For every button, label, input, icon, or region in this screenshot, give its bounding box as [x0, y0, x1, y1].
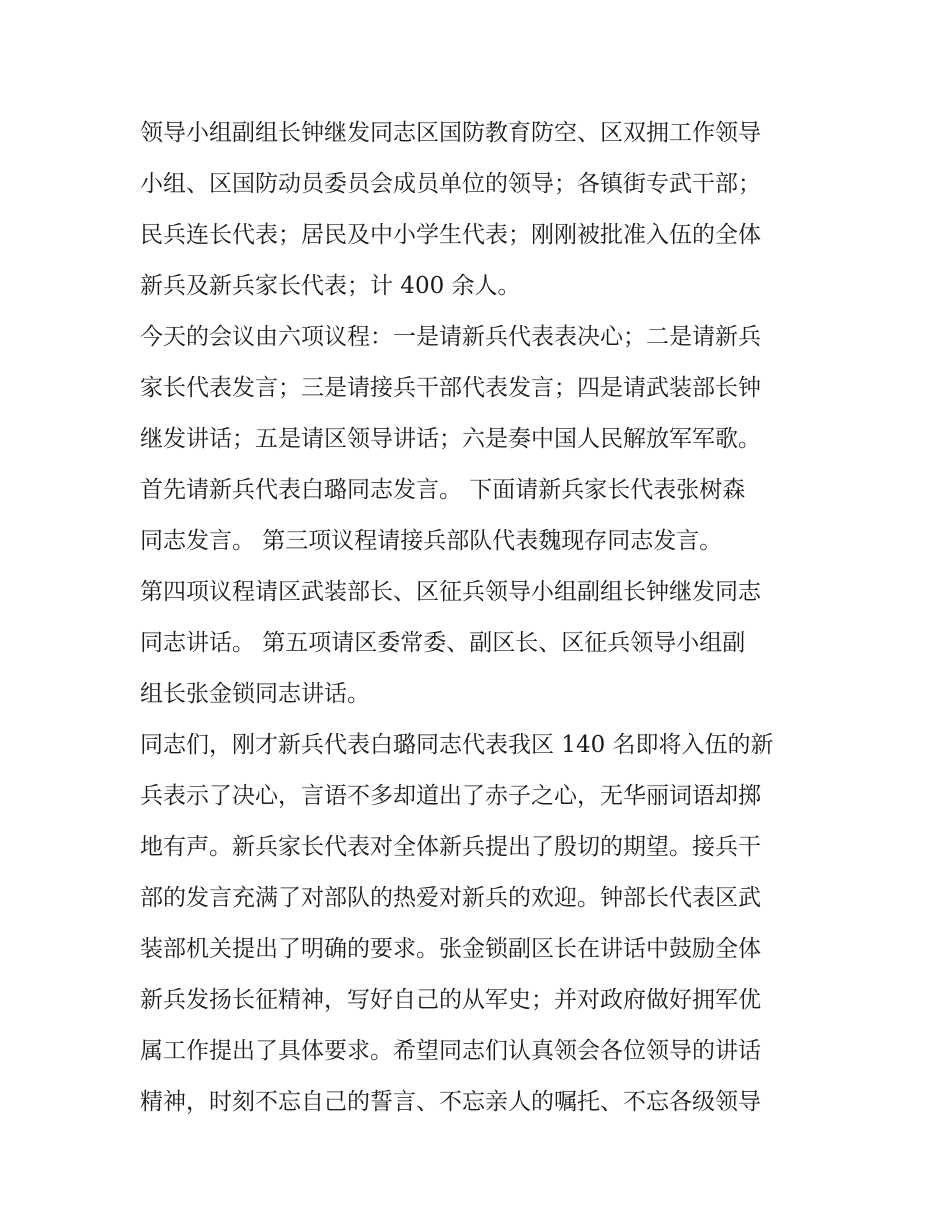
text-line: 同志发言。 第三项议程请接兵部队代表魏现存同志发言。: [140, 528, 723, 554]
text-line: 新兵发扬长征精神，写好自己的从军史；并对政府做好拥军优: [140, 987, 761, 1013]
text-line: 新兵及新兵家长代表；计 400 余人。: [140, 273, 521, 299]
text-line: 装部机关提出了明确的要求。张金锁副区长在讲话中鼓励全体: [140, 936, 761, 962]
text-line: 领导小组副组长钟继发同志区国防教育防空、区双拥工作领导: [140, 120, 761, 146]
text-line: 民兵连长代表；居民及中小学生代表；刚刚被批准入伍的全体: [140, 222, 761, 248]
text-line: 部的发言充满了对部队的热爱对新兵的欢迎。钟部长代表区武: [140, 885, 761, 911]
paragraph-speeches: [140, 567, 820, 720]
text-line: 小组、区国防动员委员会成员单位的领导；各镇街专武干部；: [140, 171, 761, 197]
paragraph-summary: [140, 720, 820, 1128]
paragraph-attendees: [140, 108, 820, 312]
text-line: 地有声。新兵家长代表对全体新兵提出了殷切的期望。接兵干: [140, 834, 761, 860]
text-line: 今天的会议由六项议程：一是请新兵代表表决心；二是请新兵: [140, 324, 761, 350]
paragraph-agenda: [140, 312, 820, 567]
text-line: 首先请新兵代表白璐同志发言。 下面请新兵家长代表张树森: [140, 477, 746, 503]
text-line: 兵表示了决心，言语不多却道出了赤子之心，无华丽词语却掷: [140, 783, 761, 809]
text-line: 精神，时刻不忘自己的誓言、不忘亲人的嘱托、不忘各级领导: [140, 1089, 761, 1115]
text-line: 第四项议程请区武装部长、区征兵领导小组副组长钟继发同志: [140, 579, 761, 605]
text-line: 继发讲话；五是请区领导讲话；六是奏中国人民解放军军歌。: [140, 426, 761, 452]
document-body: [140, 108, 820, 1128]
text-line: 同志讲话。 第五项请区委常委、副区长、区征兵领导小组副: [140, 630, 746, 656]
text-line: 组长张金锁同志讲话。: [140, 681, 370, 707]
text-line: 属工作提出了具体要求。希望同志们认真领会各位领导的讲话: [140, 1038, 761, 1064]
text-line: 家长代表发言；三是请接兵干部代表发言；四是请武装部长钟: [140, 375, 761, 401]
text-line: 同志们，刚才新兵代表白璐同志代表我区 140 名即将入伍的新: [140, 732, 774, 758]
